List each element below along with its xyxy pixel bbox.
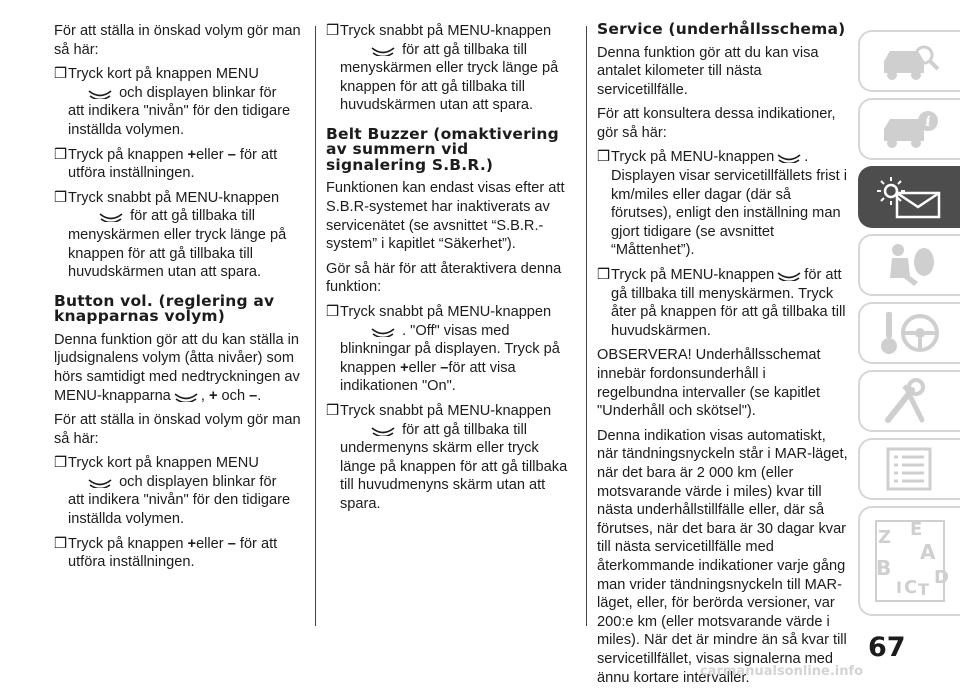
checkbox-icon: ❒ <box>597 267 611 284</box>
menu-button-icon <box>87 476 113 488</box>
tools-icon <box>878 378 942 424</box>
body-text: Denna funktion gör att du kan ställa in ljudsignalens volym (åtta nivåer) som hörs samtidigt med nedtryckningen av MENU-knapparna , + och –. <box>54 331 300 404</box>
list-item: ❒ Tryck kort på knappen MENU och displayen blinkar för att indikera "nivån" för den tidigare inställda volymen. <box>54 455 291 528</box>
document-list-icon <box>878 445 942 493</box>
column-1 <box>54 22 306 578</box>
sidebar-tab-car-info[interactable] <box>858 98 960 160</box>
list-item: ❒ Tryck på knappen +eller – för att utföra inställningen. <box>54 146 278 182</box>
list-item: ❒ Tryck på MENU-knappen för att gå tillbaka till menyskärmen. Tryck åter på knappen för att gå tillbaka till huvudskärmen. <box>597 267 846 339</box>
body-text: Denna funktion gör att du kan visa antalet kilometer till nästa servicetillfälle. <box>597 44 819 98</box>
svg-text:D: D <box>934 567 949 588</box>
menu-button-icon <box>370 44 396 56</box>
airbag-icon <box>878 242 942 288</box>
menu-button-icon <box>87 87 113 99</box>
list-item: ❒ Tryck snabbt på MENU-knappen för att gå tillbaka till menyskärmen eller tryck länge på knappen för att gå tillbaka till huvudskärmen utan att spara. <box>326 23 559 114</box>
section-heading: Belt Buzzer (omaktivering av summern vid signalering S.B.R.) <box>326 124 559 174</box>
note-text: OBSERVERA! Underhållsschemat innebär fordonsunderhåll i regelbundna intervaller (se kapitlet "Underhåll och skötsel"). <box>597 347 821 420</box>
svg-text:E: E <box>910 519 923 540</box>
intro-text: För att ställa in önskad volym gör man så här: <box>54 23 301 58</box>
checkbox-icon: ❒ <box>54 66 68 83</box>
section-heading: Service (underhållsschema) <box>597 20 846 38</box>
svg-text:T: T <box>918 580 929 599</box>
sidebar-tab-key-steering[interactable] <box>858 302 960 364</box>
warning-light-message-icon <box>875 173 945 221</box>
menu-button-icon <box>173 390 199 402</box>
list-item: ❒ Tryck snabbt på MENU-knappen . "Off" visas med blinkningar på displayen. Tryck på knappen +eller –för att visa indikationen "On". <box>326 304 560 395</box>
key-steering-wheel-icon <box>878 310 942 356</box>
body-text: För att konsultera dessa indikationer, gör så här: <box>597 106 836 141</box>
sidebar-tab-index[interactable] <box>858 506 960 616</box>
svg-text:i: i <box>925 114 931 130</box>
checkbox-icon: ❒ <box>54 189 68 206</box>
page-number: 67 <box>868 632 906 663</box>
svg-text:B: B <box>876 556 892 580</box>
sidebar-tab-airbag[interactable] <box>858 234 960 296</box>
alphabet-index-icon <box>870 513 950 609</box>
list-item: ❒ Tryck kort på knappen MENU och displayen blinkar för att indikera "nivån" för den tidigare inställda volymen. <box>54 66 291 138</box>
column-divider <box>586 26 587 626</box>
list-item: ❒ Tryck snabbt på MENU-knappen för att gå tillbaka till menyskärmen eller tryck länge på knappen för att gå tillbaka till huvudskärmen utan att spara. <box>54 189 287 281</box>
column-divider <box>315 26 316 626</box>
sidebar-tab-document[interactable] <box>858 438 960 500</box>
watermark: carmanualsonline.info <box>700 664 864 679</box>
list-item: ❒ Tryck på knappen +eller – för att utföra inställningen. <box>54 535 278 571</box>
list-item: ❒ Tryck på MENU-knappen . Displayen visar servicetillfällets frist i km/miles eller dagar (där så förutses), enligt den inställning man gjort tidigare (se avsnittet “Måttenhet”). <box>597 149 847 259</box>
section-heading: Button vol. (reglering av knapparnas volym) <box>54 291 275 326</box>
menu-button-icon <box>370 325 396 337</box>
svg-text:A: A <box>920 540 936 564</box>
menu-button-icon <box>776 269 802 281</box>
car-info-icon <box>878 107 942 151</box>
chapter-sidebar <box>858 30 960 630</box>
checkbox-icon: ❒ <box>54 535 68 552</box>
menu-button-icon <box>98 210 124 222</box>
checkbox-icon: ❒ <box>326 304 340 321</box>
menu-button-icon <box>370 424 396 436</box>
body-text: Denna indikation visas automatiskt, när tändningsnyckeln står i MAR-läget, när det bara är 2 000 km (eller motsvarande värde i miles) kvar till nästa underhållstillfälle eller, där så förutses, när det bara är 30 dagar kvar till nästa servicetillfälle med återkommande indikationer varje gång man vrider tändningsnyckeln till MAR-läget, eller, för berörda versioner, var 200:e km (eller motsvarande värde i miles). När det är mindre än så kvar till servicetillfället, visas signalerna med ännu kortare intervaller. <box>597 427 848 686</box>
menu-button-icon <box>776 151 802 163</box>
svg-text:Z: Z <box>878 527 892 548</box>
sidebar-tab-warning-lights[interactable] <box>858 166 960 228</box>
sidebar-tab-car-search[interactable] <box>858 30 960 92</box>
car-search-icon <box>878 39 942 83</box>
checkbox-icon: ❒ <box>326 403 340 419</box>
body-text: Funktionen kan endast visas efter att S.B.R-systemet har inaktiverats av servicenätet (se avsnittet “S.B.R.-system” i kapitlet “Säkerhet”). <box>326 180 565 253</box>
checkbox-icon: ❒ <box>597 149 611 166</box>
svg-text:I: I <box>896 578 902 597</box>
column-3 <box>597 22 849 693</box>
body-text: Gör så här för att återaktivera denna funktion: <box>326 260 562 296</box>
list-item: ❒ Tryck snabbt på MENU-knappen för att gå tillbaka till undermenyns skärm eller tryck länge på knappen för att gå tillbaka till huvudmenyns skärm utan att spara. <box>326 403 568 512</box>
sidebar-tab-tools[interactable] <box>858 370 960 432</box>
body-text: För att ställa in önskad volym gör man så här: <box>54 412 301 447</box>
checkbox-icon: ❒ <box>326 23 340 39</box>
checkbox-icon: ❒ <box>54 146 68 163</box>
svg-text:C: C <box>904 577 918 598</box>
checkbox-icon: ❒ <box>54 455 68 472</box>
column-2 <box>326 22 574 520</box>
